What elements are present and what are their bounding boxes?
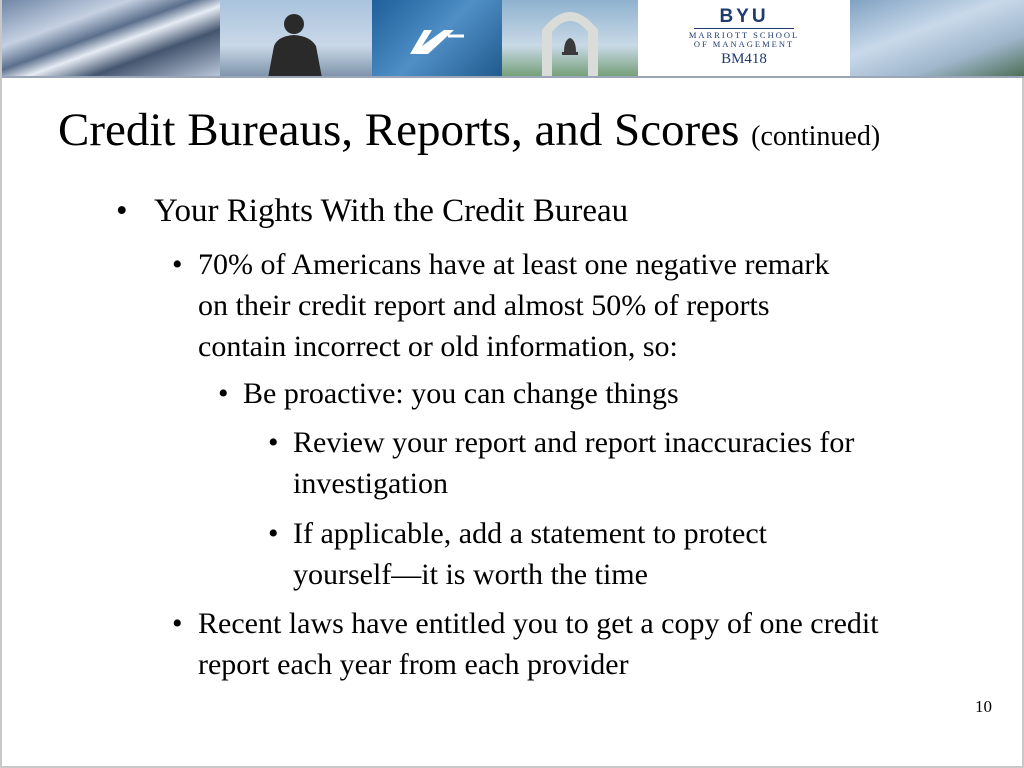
statue-silhouette-icon <box>258 8 328 76</box>
bullet-marker: • <box>218 377 229 410</box>
slide-title <box>58 102 988 165</box>
list-item <box>172 244 858 367</box>
bullet-marker: • <box>172 607 183 640</box>
list-item <box>116 191 854 232</box>
banner-photo-y-mountain <box>372 0 502 76</box>
banner-photo-campus <box>850 0 1024 76</box>
course-code: BM418 <box>721 51 767 67</box>
slide-title-sub: (continued) <box>751 121 881 152</box>
byu-marriott-logo <box>638 0 850 76</box>
list-item-text: 70% of Americans have at least one negative remark on their credit report and almost 50% of reports contain incorrect or old information, so: <box>198 248 830 363</box>
header-banner <box>2 0 1024 78</box>
slide-title-main: Credit Bureaus, Reports, and Scores <box>58 104 740 156</box>
list-item <box>268 422 893 504</box>
bullet-marker: • <box>268 517 279 550</box>
page-number: 10 <box>975 697 992 716</box>
bullet-marker: • <box>268 426 279 459</box>
bullet-marker: • <box>116 193 128 229</box>
list-item <box>218 373 843 414</box>
list-item-text: If applicable, add a statement to protect yourself—it is worth the time <box>293 517 767 591</box>
logo-school-line1: MARRIOTT SCHOOL <box>688 30 800 40</box>
logo-brand: BYU <box>719 6 769 27</box>
list-item-text: Recent laws have entitled you to get a copy of one credit report each year from each provider <box>198 607 879 681</box>
list-item <box>172 603 898 685</box>
bell-arch-icon <box>502 0 638 76</box>
logo-divider <box>694 28 794 29</box>
banner-photo-statue <box>220 0 372 76</box>
logo-school-line2: OF MANAGEMENT <box>693 39 795 49</box>
y-logo-icon <box>372 0 502 76</box>
logo-school-name <box>638 31 850 49</box>
list-item-text: Your Rights With the Credit Bureau <box>154 193 629 229</box>
list-item-text: Review your report and report inaccuracies for investigation <box>293 426 855 500</box>
list-item <box>268 513 853 595</box>
banner-photo-building <box>2 0 220 76</box>
list-item-text: Be proactive: you can change things <box>243 377 679 410</box>
banner-photo-bell <box>502 0 638 76</box>
bullet-marker: • <box>172 248 183 281</box>
